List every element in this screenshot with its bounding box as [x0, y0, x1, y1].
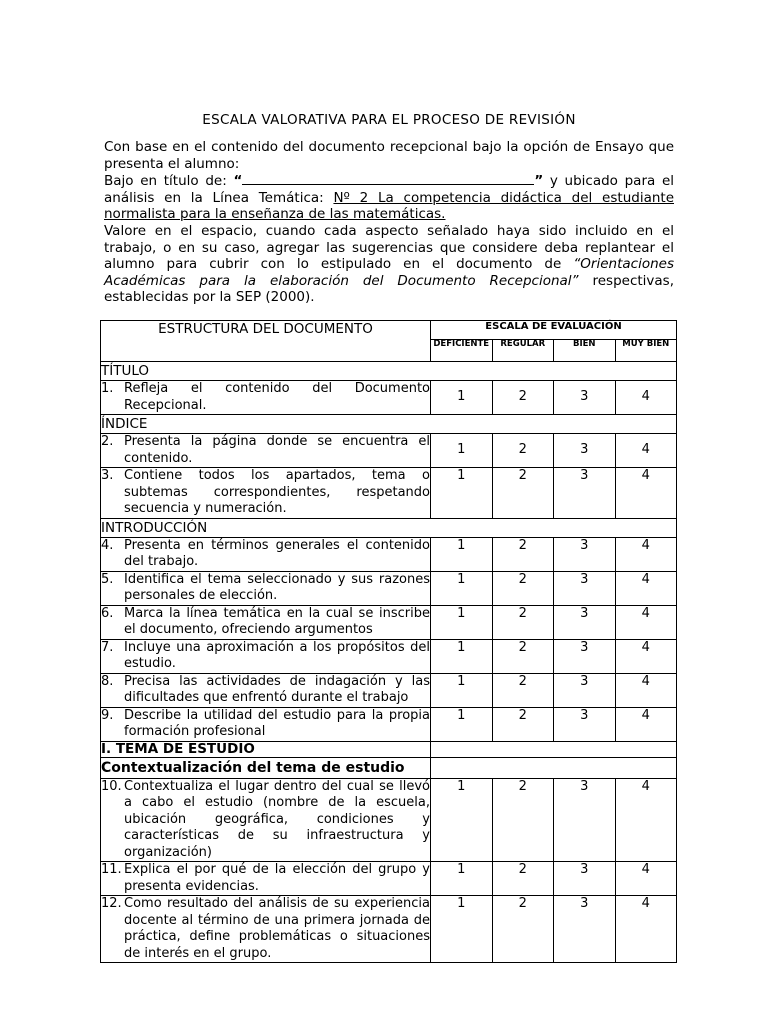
item-number: 11. — [101, 862, 122, 877]
score-cell[interactable]: 3 — [554, 537, 616, 571]
item-text: Identifica el tema seleccionado y sus razones personales de elección. — [124, 571, 430, 603]
section-indice: ÍNDICE — [101, 415, 677, 434]
item-cell — [101, 639, 431, 673]
score-cell[interactable]: 2 — [492, 862, 554, 896]
evaluation-table — [100, 320, 677, 963]
table-row — [101, 537, 677, 571]
score-cell[interactable]: 1 — [431, 381, 493, 415]
table-row — [101, 468, 677, 519]
item-text: Presenta la página donde se encuentra el contenido. — [124, 434, 430, 466]
level-regular: REGULAR — [492, 340, 554, 362]
score-cell[interactable]: 1 — [431, 434, 493, 468]
item-text: Presenta en términos generales el contenido del trabajo. — [124, 537, 430, 569]
item-cell — [101, 862, 431, 896]
item-cell — [101, 673, 431, 707]
score-cell[interactable]: 4 — [615, 639, 677, 673]
score-cell[interactable]: 1 — [431, 639, 493, 673]
table-row — [101, 605, 677, 639]
linea-tematica: Nº 2 La competencia didáctica del estudiante normalista para la enseñanza de las matemáticas. — [104, 189, 674, 223]
item-text: Como resultado del análisis de su experiencia docente al término de una primera jornada de práctica, define problemáticas o situaciones de interés en el grupo. — [124, 896, 430, 961]
score-cell[interactable]: 1 — [431, 537, 493, 571]
item-cell — [101, 778, 431, 862]
item-text: Precisa las actividades de indagación y las dificultades que enfrentó durante el trabajo — [124, 673, 430, 705]
score-cell[interactable]: 1 — [431, 673, 493, 707]
section-contexto: Contextualización del tema de estudio — [101, 757, 431, 778]
item-text: Describe la utilidad del estudio para la propia formación profesional — [124, 707, 430, 739]
item-cell — [101, 381, 431, 415]
item-number: 4. — [101, 537, 114, 553]
item-cell — [101, 571, 431, 605]
score-cell[interactable]: 4 — [615, 673, 677, 707]
section-introduccion: INTRODUCCIÓN — [101, 518, 677, 537]
score-cell[interactable]: 2 — [492, 778, 554, 862]
score-cell[interactable]: 1 — [431, 468, 493, 519]
score-cell[interactable]: 2 — [492, 707, 554, 741]
item-number: 7. — [101, 639, 114, 655]
level-muy-bien: MUY BIEN — [615, 340, 677, 362]
document-title: ESCALA VALORATIVA PARA EL PROCESO DE REVISIÓN — [202, 112, 576, 128]
titulo-blank-line — [242, 172, 534, 185]
level-deficiente: DEFICIENTE — [431, 340, 493, 362]
item-number: 12. — [101, 896, 122, 911]
section-row — [101, 757, 677, 778]
scale-header: ESCALA DE EVALUACIÓN — [431, 321, 677, 340]
close-quote: ” — [534, 173, 544, 190]
table-row — [101, 673, 677, 707]
table-row — [101, 381, 677, 415]
score-cell[interactable]: 3 — [554, 434, 616, 468]
table-row — [101, 639, 677, 673]
item-number: 8. — [101, 673, 114, 689]
score-cell[interactable]: 3 — [554, 673, 616, 707]
item-text: Incluye una aproximación a los propósitos del estudio. — [124, 639, 430, 671]
table-row — [101, 707, 677, 741]
item-cell — [101, 468, 431, 519]
score-cell[interactable]: 4 — [615, 571, 677, 605]
table-row — [101, 434, 677, 468]
intro-paragraph-3 — [104, 223, 674, 306]
section-row — [101, 741, 677, 757]
intro-paragraph-1: Con base en el contenido del documento recepcional bajo la opción de Ensayo que presenta el alumno: — [104, 139, 674, 172]
score-cell[interactable]: 3 — [554, 468, 616, 519]
section-row — [101, 415, 677, 434]
item-cell — [101, 537, 431, 571]
p3-end: respectivas, establecidas por la SEP (2000). — [104, 272, 675, 306]
item-text: Contextualiza el lugar dentro del cual se llevó a cabo el estudio (nombre de la escuela, ubicación geográfica, condiciones y características de su infraestructura y organización) — [124, 778, 430, 860]
score-cell[interactable]: 2 — [492, 639, 554, 673]
score-cell[interactable]: 3 — [554, 707, 616, 741]
item-cell — [101, 434, 431, 468]
p3-start: Valore en el espacio, cuando cada aspecto señalado haya sido incluido en el trabajo, o en su caso, agregar las sugerencias que considere deba replantear el alumno para cubrir con lo estipulado en el documento de — [104, 222, 674, 273]
item-number: 3. — [101, 468, 114, 483]
score-cell[interactable]: 2 — [492, 468, 554, 519]
item-number: 5. — [101, 571, 114, 587]
score-cell[interactable]: 4 — [615, 896, 677, 963]
section-titulo: TÍTULO — [101, 362, 677, 381]
intro-block — [104, 139, 674, 306]
score-cell[interactable]: 1 — [431, 896, 493, 963]
score-cell[interactable]: 4 — [615, 381, 677, 415]
score-cell[interactable]: 4 — [615, 468, 677, 519]
item-cell — [101, 707, 431, 741]
section-row — [101, 518, 677, 537]
score-cell[interactable]: 2 — [492, 896, 554, 963]
item-number: 1. — [101, 381, 114, 396]
score-cell[interactable]: 1 — [431, 571, 493, 605]
score-cell[interactable]: 2 — [492, 673, 554, 707]
item-cell — [101, 896, 431, 963]
intro-paragraph-2 — [104, 172, 674, 223]
score-cell[interactable]: 2 — [492, 605, 554, 639]
score-cell[interactable]: 4 — [615, 434, 677, 468]
header-row — [101, 321, 677, 340]
item-number: 10. — [101, 778, 122, 794]
score-cell[interactable]: 4 — [615, 862, 677, 896]
score-cell[interactable]: 3 — [554, 862, 616, 896]
score-cell[interactable]: 4 — [615, 537, 677, 571]
score-cell[interactable]: 3 — [554, 778, 616, 862]
score-cell[interactable]: 3 — [554, 381, 616, 415]
score-cell[interactable]: 3 — [554, 896, 616, 963]
table-row — [101, 862, 677, 896]
structure-header: ESTRUCTURA DEL DOCUMENTO — [101, 321, 431, 362]
item-cell — [101, 605, 431, 639]
section-tema: I. TEMA DE ESTUDIO — [101, 741, 431, 757]
table-row — [101, 778, 677, 862]
section-row — [101, 362, 677, 381]
score-cell[interactable]: 4 — [615, 707, 677, 741]
score-cell[interactable]: 4 — [615, 605, 677, 639]
item-text: Explica el por qué de la elección del grupo y presenta evidencias. — [124, 862, 430, 894]
score-cell[interactable]: 2 — [492, 571, 554, 605]
score-cell[interactable]: 1 — [431, 707, 493, 741]
item-number: 9. — [101, 707, 114, 723]
open-quote: “ — [233, 173, 243, 190]
level-bien: BIEN — [554, 340, 616, 362]
score-cell[interactable]: 3 — [554, 639, 616, 673]
table-row — [101, 896, 677, 963]
score-cell[interactable]: 3 — [554, 571, 616, 605]
score-cell[interactable]: 1 — [431, 862, 493, 896]
score-cell[interactable]: 1 — [431, 778, 493, 862]
item-text: Marca la línea temática en la cual se inscribe el documento, ofreciendo argumentos — [124, 605, 430, 637]
score-cell[interactable]: 3 — [554, 605, 616, 639]
item-text: Refleja el contenido del Documento Recepcional. — [124, 381, 430, 413]
table-row — [101, 571, 677, 605]
p3-italic: “Orientaciones Académicas para la elaboración del Documento Recepcional” — [104, 256, 674, 289]
score-cell[interactable]: 2 — [492, 434, 554, 468]
score-cell[interactable]: 2 — [492, 537, 554, 571]
titulo-suffix: y ubicado para el análisis en la Línea Temática: — [104, 173, 674, 206]
titulo-prefix: Bajo en título de: — [104, 173, 234, 190]
item-number: 6. — [101, 605, 114, 621]
item-number: 2. — [101, 434, 114, 449]
score-cell[interactable]: 4 — [615, 778, 677, 862]
score-cell[interactable]: 1 — [431, 605, 493, 639]
item-text: Contiene todos los apartados, tema o subtemas correspondientes, respetando secuencia y numeración. — [124, 468, 430, 516]
score-cell[interactable]: 2 — [492, 381, 554, 415]
